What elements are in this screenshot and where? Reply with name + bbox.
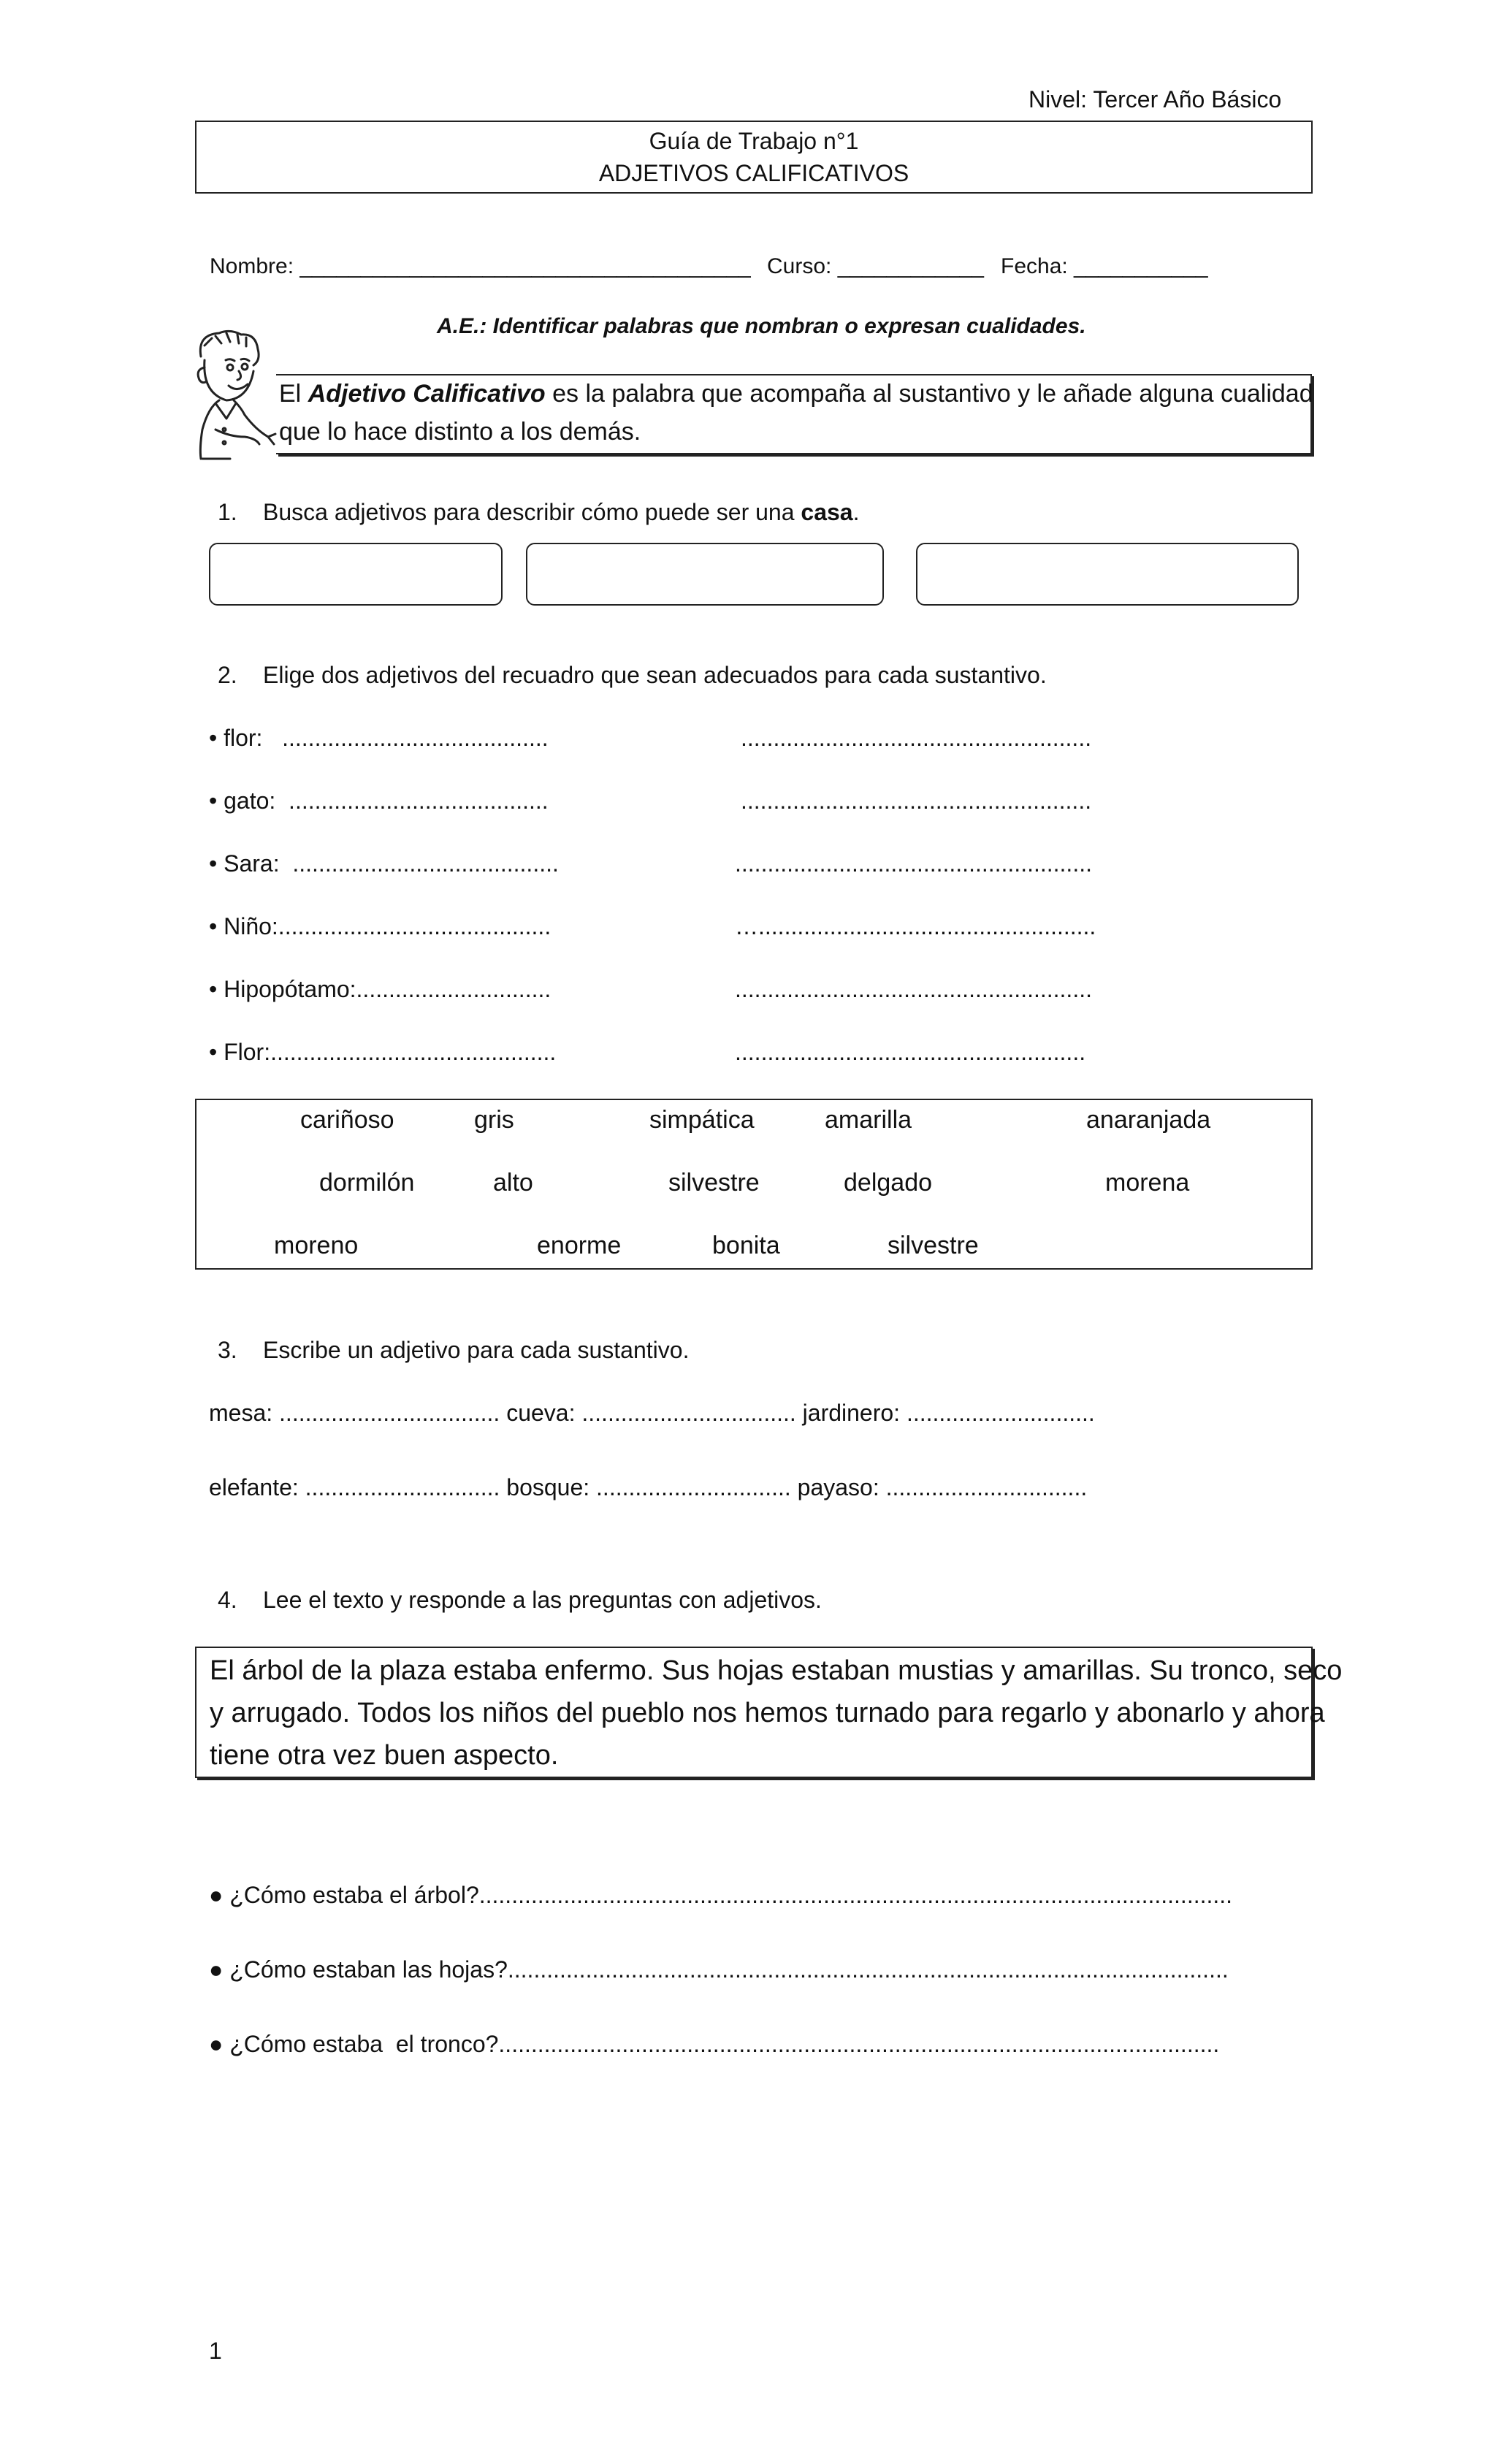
q2-row-blank[interactable]: .......................................................	[735, 850, 1092, 877]
course-field[interactable]: Curso: ____________	[767, 254, 984, 278]
word-bank-item: enorme	[537, 1232, 622, 1259]
level-label: Nivel: Tercer Año Básico	[1028, 86, 1282, 112]
worksheet-subtitle: ADJETIVOS CALIFICATIVOS	[598, 160, 909, 186]
word-bank-item: bonita	[712, 1232, 780, 1259]
word-bank-item: amarilla	[825, 1106, 912, 1134]
q2-row-label[interactable]: • gato: ........................................	[209, 787, 549, 814]
q2-row-label[interactable]: • Hipopótamo:..............................	[209, 976, 552, 1002]
word-bank-item: cariñoso	[300, 1106, 394, 1134]
word-bank-item: alto	[493, 1169, 533, 1197]
reading-passage-box	[195, 1647, 1343, 1778]
q4-text: Lee el texto y responde a las preguntas con adjetivos.	[263, 1587, 822, 1613]
word-bank-item: moreno	[274, 1232, 359, 1259]
q4-question[interactable]: ● ¿Cómo estaba el tronco?...............................................................................................................	[209, 2031, 1220, 2057]
passage-line: tiene otra vez buen aspecto.	[210, 1740, 559, 1771]
q4-question[interactable]: ● ¿Cómo estaban las hojas?...............................................................................................................	[209, 1956, 1229, 1983]
q3-text: Escribe un adjetivo para cada sustantivo.	[263, 1337, 690, 1363]
q2-row-blank[interactable]: .......................................................	[735, 976, 1092, 1002]
word-bank-item: simpática	[649, 1106, 755, 1134]
definition-box	[276, 374, 1312, 454]
q4-question[interactable]: ● ¿Cómo estaba el árbol?....................................................................................................................	[209, 1882, 1233, 1908]
word-bank	[195, 1099, 1313, 1270]
q2-row-label[interactable]: • Sara: .........................................	[209, 850, 559, 877]
q2-text: Elige dos adjetivos del recuadro que sean adecuados para cada sustantivo.	[263, 662, 1047, 688]
word-bank-item: silvestre	[888, 1232, 979, 1259]
page-number: 1	[209, 2338, 222, 2364]
q1-text-post: .	[852, 499, 860, 525]
q1-answer-box-2[interactable]	[526, 543, 884, 606]
q4-number: 4.	[218, 1587, 237, 1613]
word-bank-item: morena	[1105, 1169, 1190, 1197]
definition-prefix: El	[279, 380, 308, 408]
title-box	[195, 121, 1313, 194]
q2-row-label[interactable]: • Flor:............................................	[209, 1039, 557, 1065]
q3-number: 3.	[218, 1337, 237, 1363]
definition-term: Adjetivo Calificativo	[308, 380, 546, 408]
q1-text-bold: casa	[801, 499, 853, 525]
word-bank-item: delgado	[844, 1169, 933, 1197]
q3-line-1[interactable]: mesa: .................................. cueva: ................................. jardinero: .............................	[209, 1400, 1095, 1426]
word-bank-item: silvestre	[668, 1169, 760, 1197]
boy-pointing-icon	[186, 327, 278, 462]
q1-text-pre: Busca adjetivos para describir cómo puede ser una	[263, 499, 801, 525]
date-field[interactable]: Fecha: ___________	[1001, 254, 1208, 278]
definition-suffix: es la palabra que acompaña al sustantivo y le añade alguna cualidad	[545, 380, 1313, 408]
definition-line-2: que lo hace distinto a los demás.	[279, 418, 641, 446]
q2-row-label[interactable]: • flor: .........................................	[209, 725, 549, 751]
q1-number: 1.	[218, 499, 237, 525]
passage-line: El árbol de la plaza estaba enfermo. Sus hojas estaban mustias y amarillas. Su tronco, seco	[210, 1655, 1343, 1686]
name-field[interactable]: Nombre: _____________________________________	[210, 254, 751, 278]
q3-line-2[interactable]: elefante: .............................. bosque: .............................. payaso: ...............................	[209, 1474, 1088, 1500]
worksheet-title: Guía de Trabajo n°1	[649, 128, 859, 154]
q2-row-blank[interactable]: …....................................................	[735, 913, 1096, 939]
passage-line: y arrugado. Todos los niños del pueblo nos hemos turnado para regarlo y abonarlo y ahora	[210, 1698, 1325, 1728]
learning-objective: A.E.: Identificar palabras que nombran o expresan cualidades.	[437, 314, 1086, 338]
q1-answer-box-1[interactable]	[209, 543, 503, 606]
word-bank-item: gris	[474, 1106, 514, 1134]
definition-line-1	[279, 380, 1313, 408]
q2-row-label[interactable]: • Niño:..........................................	[209, 913, 552, 939]
word-bank-item: anaranjada	[1086, 1106, 1211, 1134]
q1-answer-box-3[interactable]	[916, 543, 1299, 606]
word-bank-item: dormilón	[319, 1169, 415, 1197]
q2-row-blank[interactable]: ......................................................	[741, 725, 1092, 751]
q2-number: 2.	[218, 662, 237, 688]
q1-text	[263, 499, 859, 526]
q2-row-blank[interactable]: ......................................................	[735, 1039, 1086, 1065]
q2-row-blank[interactable]: ......................................................	[741, 787, 1092, 814]
